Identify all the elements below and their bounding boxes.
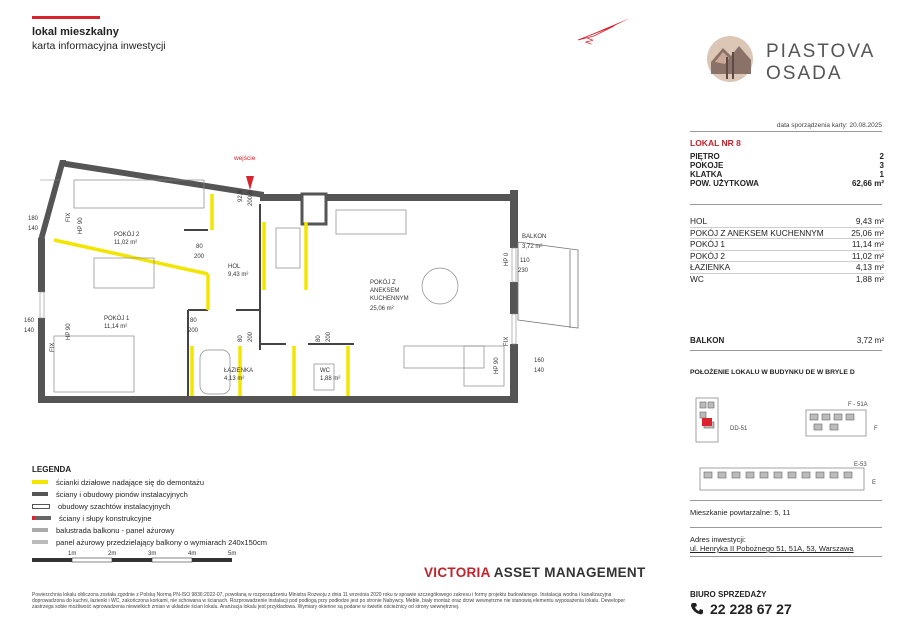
dim-label: 200 xyxy=(248,331,254,342)
param-row: POKOJE 3 xyxy=(690,161,884,170)
room-row: POKÓJ Z ANEKSEM KUCHENNYM 25,06 m² xyxy=(690,227,884,238)
room-label: KUCHENNYM xyxy=(370,296,409,302)
dim-label: FIX xyxy=(504,336,510,346)
divider xyxy=(690,500,882,501)
dim-label: 140 xyxy=(24,328,35,334)
room-area: 11,02 m² xyxy=(114,240,138,246)
params-list xyxy=(690,152,884,188)
room-area: 4,13 m² xyxy=(224,376,245,382)
legend-item: panel ażurowy przedzielający balkony o wymiarach 240x150cm xyxy=(32,536,267,548)
legend-item: ściany i słupy konstrukcyjne xyxy=(32,512,267,524)
room-label: WC xyxy=(320,368,330,374)
balkon-row: BALKON 3,72 m² xyxy=(690,336,884,345)
room-row: ŁAZIENKA 4,13 m² xyxy=(690,262,884,272)
room-row: HOL 9,43 m² xyxy=(690,216,884,226)
floor-plan xyxy=(24,150,584,440)
dim-label: 200,8 xyxy=(248,190,254,206)
scale-label: 2m xyxy=(108,551,117,557)
logo-text-2: OSADA xyxy=(766,63,843,84)
legend-item: ścianki działowe nadające się do demontażu xyxy=(32,476,267,488)
room-area: 11,14 m² xyxy=(104,324,128,330)
room-label: ŁAZIENKA xyxy=(224,368,254,374)
page-subtitle: karta informacyjna inwestycji xyxy=(32,40,166,52)
sales-phone[interactable]: 22 228 67 27 xyxy=(690,601,792,617)
svg-text:N: N xyxy=(583,36,596,46)
legend-item: ściany i obudowy pionów instalacyjnych xyxy=(32,488,267,500)
dim-label: 80 xyxy=(238,335,244,342)
logo-mark-icon xyxy=(705,34,755,84)
dim-label: FIX xyxy=(66,212,72,222)
param-row: POW. UŻYTKOWA 62,66 m² xyxy=(690,179,884,188)
dim-label: 92,8 xyxy=(238,190,244,202)
site-label: F xyxy=(874,426,878,432)
scale-bar xyxy=(32,550,252,570)
address-value: ul. Henryka II Pobożnego 51, 51A, 53, Warszawa xyxy=(690,544,854,553)
page-title: lokal mieszkalny xyxy=(32,26,119,38)
dim-label: HP 0 xyxy=(504,252,510,266)
scale-label: 5m xyxy=(228,551,237,557)
param-row: PIĘTRO 2 xyxy=(690,152,884,161)
param-row: KLATKA 1 xyxy=(690,170,884,179)
room-row: WC 1,88 m² xyxy=(690,273,884,284)
legend-item: balustrada balkonu - panel ażurowy xyxy=(32,524,267,536)
dim-label: 230 xyxy=(518,268,529,274)
room-area: 9,43 m² xyxy=(228,272,249,278)
brand-logo: VICTORIA ASSET MANAGEMENT xyxy=(424,565,646,580)
sales-label: BIURO SPRZEDAŻY xyxy=(690,590,767,599)
dim-label: FIX xyxy=(50,342,56,352)
dim-label: 80 xyxy=(190,318,197,324)
site-label: DD-51 xyxy=(730,426,748,432)
dim-label: 180 xyxy=(28,216,39,222)
position-title: POŁOŻENIE LOKALU W BUDYNKU DE W BRYLE D xyxy=(690,369,855,376)
north-arrow-icon xyxy=(574,14,634,48)
divider xyxy=(690,527,882,528)
dim-label: 140 xyxy=(534,368,545,374)
room-label: HOL xyxy=(228,264,241,270)
repeat-note: Mieszkanie powtarzalne: 5, 11 xyxy=(690,508,791,517)
dim-label: 200 xyxy=(188,328,199,334)
legend-list xyxy=(32,476,267,548)
footer-disclaimer: Powierzchnia lokalu obliczona została zgodnie z Polską Normą PN-ISO 9836:2022-07, powołaną w rozporządzeniu Ministra Rozwoju z dnia 11 września 2020 roku w sprawie szczegółowego zakresu i formy projektu budowlanego. Instalacja wodna i kanalizacyjna doprowadzona do kuchni, łazienki i WC, zakończona korkami, nie schowana w ścianach. Rozprowadzenie instalacji pod podłogą przy podłodze jest po stronie Nabywcy. Meble, biały montaż oraz drzwi wewnętrzne nie stanowią elementu wyposażenia lokalu. Deweloper zastrzega sobie możliwość wprowadzenia niewielkich zmian w układzie ścian lokalu. Aranżacja lokalu jest przykładowa. Wymiary okienne są podane w świetle ościeżnicy od strony wewnętrznej. xyxy=(32,592,625,611)
room-label: BALKON xyxy=(522,234,547,240)
dim-label: HP 90 xyxy=(78,217,84,234)
logo-text-1: PIASTOVA xyxy=(766,41,876,62)
entry-arrow-icon xyxy=(246,176,254,190)
room-label: POKÓJ Z xyxy=(370,280,396,286)
scale-label: 3m xyxy=(148,551,157,557)
dim-label: 80 xyxy=(316,335,322,342)
room-area: 1,88 m² xyxy=(320,376,341,382)
room-label: POKÓJ 1 xyxy=(104,316,130,322)
legend-title: LEGENDA xyxy=(32,465,72,474)
dim-label: 110 xyxy=(520,258,530,264)
dim-label: 160 xyxy=(24,318,35,324)
header-accent-bar xyxy=(32,16,100,19)
divider xyxy=(690,204,882,205)
scale-label: 4m xyxy=(188,551,197,557)
dim-label: 140 xyxy=(28,226,39,232)
room-row: POKÓJ 2 11,02 m² xyxy=(690,250,884,261)
site-label: F - 51A xyxy=(848,402,868,408)
address-label: Adres inwestycji: xyxy=(690,535,746,544)
site-label: E xyxy=(872,480,877,486)
dim-label: HP 90 xyxy=(494,357,500,374)
room-area: 3,72 m² xyxy=(522,244,543,250)
dim-label: 200 xyxy=(326,331,332,342)
room-area: 25,06 m² xyxy=(370,306,394,312)
scale-label: 1m xyxy=(68,551,77,557)
site-plan xyxy=(690,384,884,496)
rooms-table xyxy=(690,216,884,284)
room-row: POKÓJ 1 11,14 m² xyxy=(690,239,884,249)
divider xyxy=(690,131,882,132)
phone-icon xyxy=(690,602,704,616)
dim-label: 200 xyxy=(194,254,205,260)
lokal-number: LOKAL NR 8 xyxy=(690,138,741,148)
dim-label: HP 90 xyxy=(66,323,72,340)
divider xyxy=(690,556,882,557)
room-label: POKÓJ 2 xyxy=(114,232,140,238)
site-label: E-53 xyxy=(854,462,867,468)
dim-label: 80 xyxy=(196,244,203,250)
plan-entry-label: wejście xyxy=(234,155,256,162)
unit-location-marker xyxy=(702,418,712,426)
legend-item: obudowy szachtów instalacyjnych xyxy=(32,500,267,512)
divider xyxy=(690,350,882,351)
room-label: ANEKSEM xyxy=(370,288,400,294)
dim-label: 160 xyxy=(534,358,545,364)
card-date: data sporządzenia karty: 20.08.2025 xyxy=(776,122,882,129)
